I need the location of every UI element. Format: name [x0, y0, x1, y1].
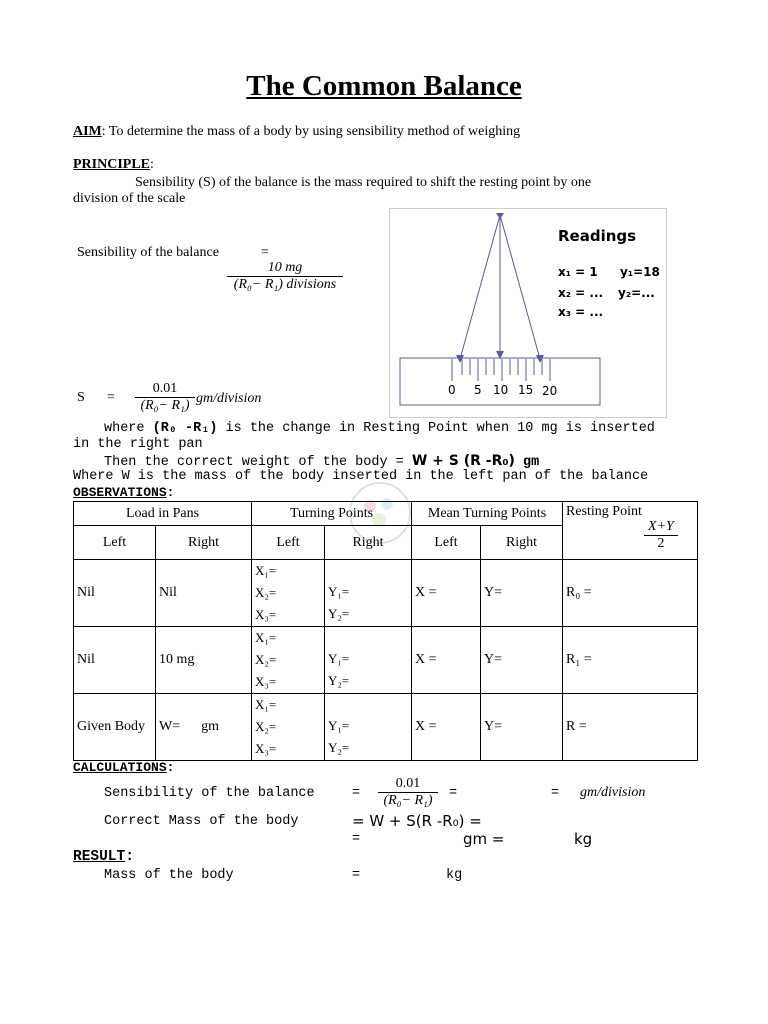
result-heading — [73, 849, 134, 865]
cell-mean-x: X = — [412, 694, 481, 761]
s-numerator: 0.01 — [152, 381, 178, 396]
cell-mean-y: Y= — [481, 694, 563, 761]
scale-label-20: 20 — [542, 384, 558, 398]
cell-x3: X₃= — [255, 607, 277, 622]
cell-x3: X₃= — [255, 674, 277, 689]
calc-mass-formula: = W + S(R -R₀) = — [352, 812, 482, 830]
principle-label: PRINCIPLE — [73, 157, 151, 172]
cell-resting-point: R = — [563, 694, 698, 761]
resting-point-numerator: X+Y — [648, 519, 674, 534]
sensibility-numerator: 10 mg — [267, 260, 303, 275]
calc-sensibility-eq1: = — [352, 786, 361, 801]
calc-mass-label: Correct Mass of the body — [104, 814, 299, 829]
cell-left-turning — [252, 560, 325, 627]
table-header-row-1 — [74, 502, 698, 526]
cell-y2: Y₂= — [328, 740, 350, 755]
calculations-heading — [73, 760, 174, 775]
result-mass-label: Mass of the body — [104, 868, 234, 883]
result-label: RESULT — [73, 849, 126, 865]
cell-x2: X₂= — [255, 652, 277, 667]
cell-x2: X₂= — [255, 585, 277, 600]
header-turning-left: Left — [252, 526, 325, 560]
calc-sensibility-eq3: = — [551, 786, 560, 801]
cell-left-load: Nil — [74, 627, 156, 694]
cell-x1: X₁= — [255, 697, 277, 712]
readings-title: Readings — [558, 227, 637, 245]
explanation-line4: Where W is the mass of the body inserted in the left pan of the balance — [73, 469, 649, 484]
cell-right-turning — [325, 560, 412, 627]
header-mean-turning-points: Mean Turning Points — [412, 502, 563, 526]
aim-line — [73, 124, 520, 140]
cell-right-turning — [325, 694, 412, 761]
header-load-right: Right — [156, 526, 252, 560]
observations-table — [73, 501, 698, 761]
sensibility-label: Sensibility of the balance — [77, 245, 219, 260]
calc-numerator: 0.01 — [395, 776, 421, 791]
calc-sensibility-eq2: = — [449, 786, 458, 801]
explanation-line3 — [104, 453, 539, 470]
balance-diagram — [389, 208, 667, 418]
aim-text: : To determine the mass of a body by using sensibility method of weighing — [101, 124, 521, 139]
table-row — [74, 560, 698, 627]
cell-right-turning — [325, 627, 412, 694]
calc-sensibility-unit: gm/division — [580, 785, 646, 800]
header-load-in-pans: Load in Pans — [74, 502, 252, 526]
principle-heading — [73, 157, 154, 173]
principle-line2: division of the scale — [73, 191, 186, 206]
cell-right-load: Nil — [156, 560, 252, 627]
explanation-gm: gm — [514, 455, 540, 470]
explanation-weight-formula: W + S (R -R₀) — [411, 453, 515, 469]
reading-1-x: x₁ = 1 — [558, 265, 598, 279]
cell-x1: X₁= — [255, 563, 277, 578]
cell-mean-y: Y= — [481, 627, 563, 694]
explanation-line2: in the right pan — [73, 437, 203, 452]
cell-x1: X₁= — [255, 630, 277, 645]
cell-left-load: Given Body — [74, 694, 156, 761]
s-unit: gm/division — [196, 391, 262, 406]
sensibility-equals: = — [261, 245, 269, 260]
cell-y1: Y₁= — [328, 584, 350, 599]
cell-resting-point: R₀ = — [563, 560, 698, 627]
s-label: S — [77, 390, 85, 405]
s-fraction — [135, 381, 195, 414]
cell-mean-y: Y= — [481, 560, 563, 627]
calc-sensibility-label: Sensibility of the balance — [104, 786, 315, 801]
scale-label-5: 5 — [474, 383, 482, 397]
sensibility-denominator: (R₀− R₁) divisions — [227, 276, 343, 293]
result-colon: : — [125, 849, 134, 865]
header-mean-left: Left — [412, 526, 481, 560]
scale-label-10: 10 — [493, 383, 509, 397]
resting-point-fraction — [644, 519, 678, 552]
header-mean-right: Right — [481, 526, 563, 560]
cell-right-load: 10 mg — [156, 627, 252, 694]
cell-mean-x: X = — [412, 560, 481, 627]
s-denominator: (R₀− R₁) — [135, 397, 195, 414]
cell-left-turning — [252, 694, 325, 761]
cell-resting-point: R₁ = — [563, 627, 698, 694]
cell-x3: X₃= — [255, 741, 277, 756]
explanation-delta-r: (R₀ -R₁) — [152, 421, 218, 436]
s-equals: = — [107, 390, 115, 405]
principle-colon: : — [150, 157, 154, 172]
result-eq: = — [352, 868, 361, 883]
reading-1-y: y₁=18 — [620, 265, 660, 279]
explanation-where: where — [104, 421, 153, 436]
result-kg: kg — [446, 868, 463, 883]
observations-label: OBSERVATIONS — [73, 485, 167, 500]
calc-sensibility-fraction — [378, 776, 438, 809]
cell-left-load: Nil — [74, 560, 156, 627]
cell-right-load: W= gm — [156, 694, 252, 761]
header-turning-points: Turning Points — [252, 502, 412, 526]
cell-x2: X₂= — [255, 719, 277, 734]
scale-label-0: 0 — [448, 383, 456, 397]
cell-y1: Y₁= — [328, 718, 350, 733]
observations-heading — [73, 485, 174, 500]
page-title: The Common Balance — [246, 70, 522, 102]
reading-2-y: y₂=... — [618, 286, 655, 300]
calculations-colon: : — [166, 760, 175, 775]
explanation-line1 — [104, 421, 655, 436]
header-turning-right: Right — [325, 526, 412, 560]
cell-y2: Y₂= — [328, 606, 350, 621]
calc-denominator: (R₀− R₁) — [378, 792, 438, 809]
reading-2-x: x₂ = ... — [558, 286, 604, 300]
header-load-left: Left — [74, 526, 156, 560]
sensibility-fraction — [227, 260, 343, 293]
cell-mean-x: X = — [412, 627, 481, 694]
calculations-label: CALCULATIONS — [73, 760, 167, 775]
scale-label-15: 15 — [518, 383, 534, 397]
calc-mass-gm: gm = — [463, 830, 505, 848]
explanation-correct-weight: Then the correct weight of the body = — [104, 455, 412, 470]
cell-y1: Y₁= — [328, 651, 350, 666]
header-resting-point-label: Resting Point — [566, 504, 642, 519]
table-row — [74, 627, 698, 694]
principle-line1: Sensibility (S) of the balance is the mass required to shift the resting point by one — [135, 175, 592, 190]
cell-left-turning — [252, 627, 325, 694]
calc-mass-kg: kg — [574, 830, 593, 848]
explanation-change-text: is the change in Resting Point when 10 mg is inserted — [217, 421, 655, 436]
aim-label: AIM — [73, 124, 102, 139]
table-row — [74, 694, 698, 761]
observations-colon: : — [166, 485, 175, 500]
calc-mass-eq: = — [352, 832, 361, 847]
header-resting-point — [563, 502, 698, 560]
reading-3-x: x₃ = ... — [558, 305, 604, 319]
resting-point-denominator: 2 — [644, 535, 678, 552]
cell-y2: Y₂= — [328, 673, 350, 688]
